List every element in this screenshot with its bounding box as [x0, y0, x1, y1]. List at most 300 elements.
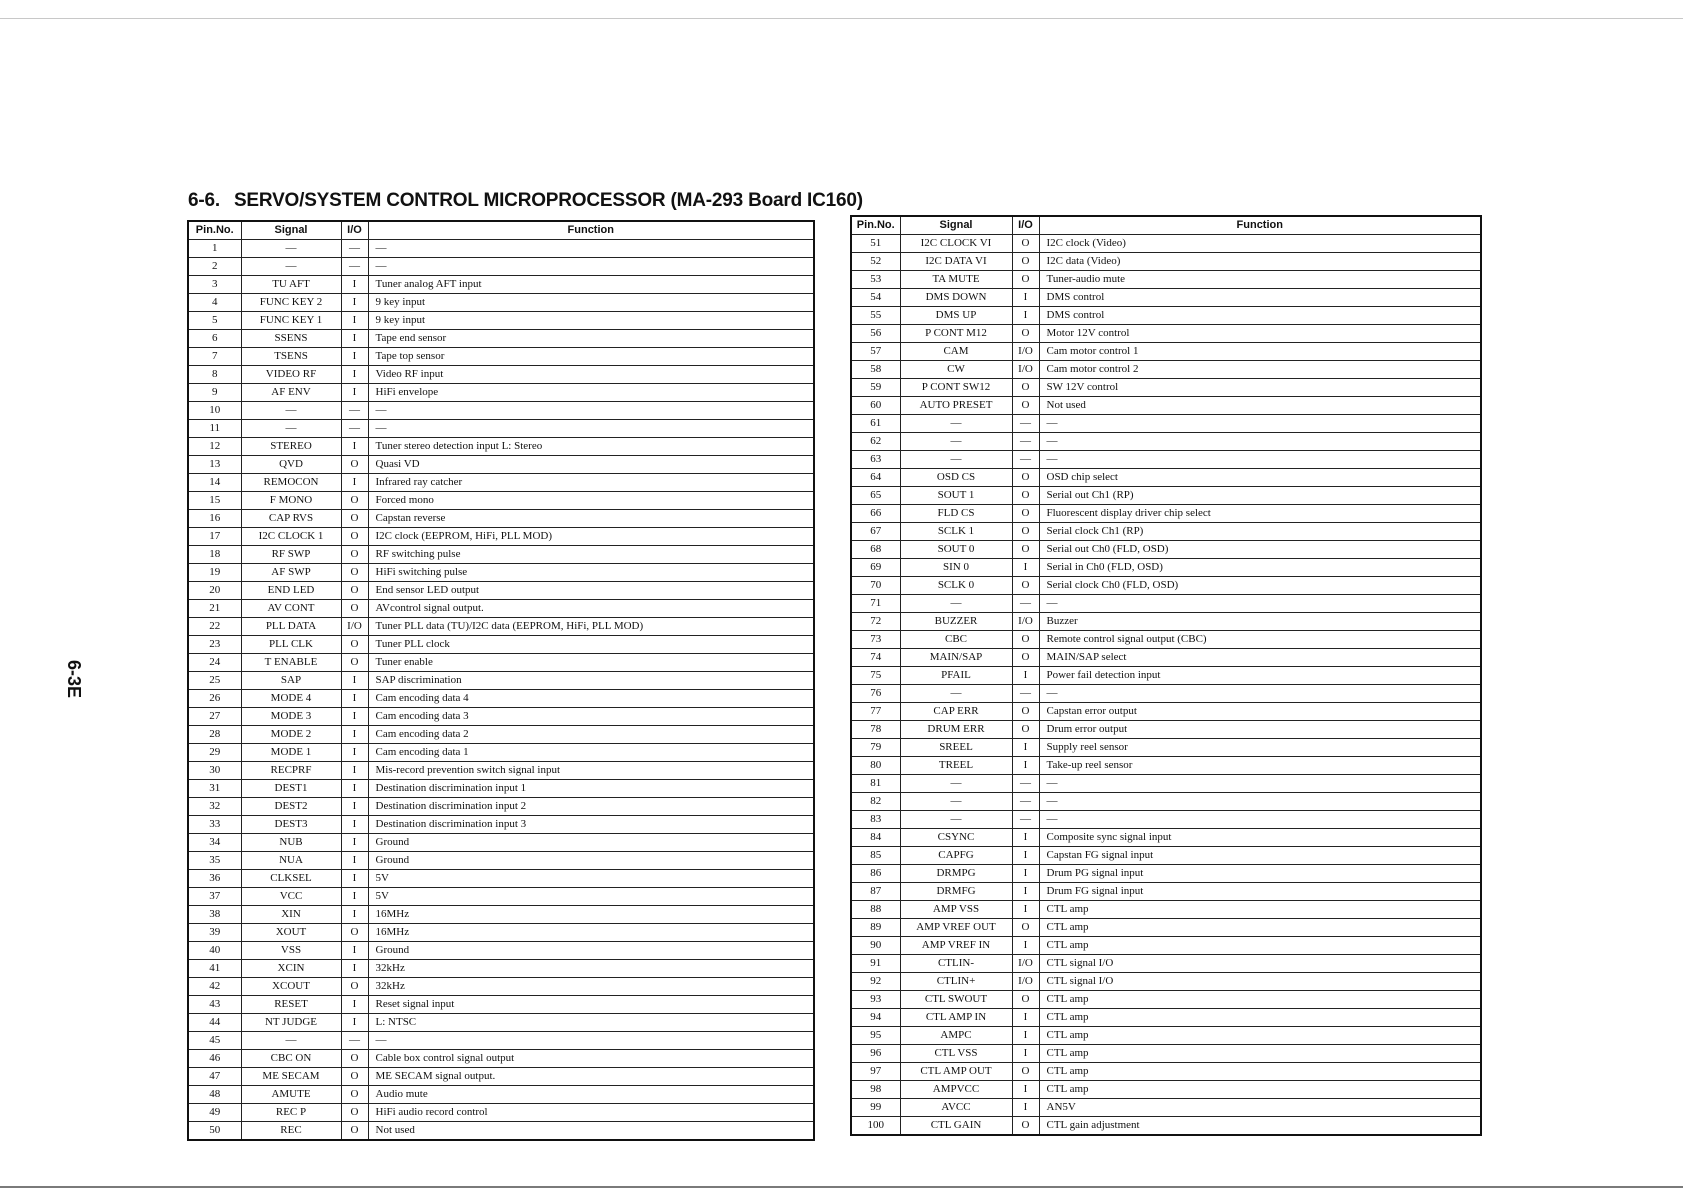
signal-cell: —	[900, 685, 1012, 703]
table-row	[188, 924, 814, 942]
pin-number-cell: 59	[851, 379, 900, 397]
table-row	[851, 415, 1481, 433]
pin-number-cell: 45	[188, 1032, 241, 1050]
table-row	[188, 1050, 814, 1068]
signal-cell: DRMPG	[900, 865, 1012, 883]
pin-number-cell: 100	[851, 1117, 900, 1136]
io-cell: I	[341, 996, 368, 1014]
signal-cell: I2C DATA VI	[900, 253, 1012, 271]
table-row	[188, 330, 814, 348]
signal-cell: VSS	[241, 942, 341, 960]
signal-cell: —	[241, 1032, 341, 1050]
function-cell: Ground	[368, 942, 814, 960]
pin-number-cell: 35	[188, 852, 241, 870]
table-row	[851, 487, 1481, 505]
table-row	[851, 271, 1481, 289]
signal-cell: VIDEO RF	[241, 366, 341, 384]
pin-number-cell: 63	[851, 451, 900, 469]
signal-cell: CTLIN+	[900, 973, 1012, 991]
io-cell: O	[341, 636, 368, 654]
io-cell: O	[1012, 1063, 1039, 1081]
signal-cell: RESET	[241, 996, 341, 1014]
io-cell: O	[341, 564, 368, 582]
function-cell: Buzzer	[1039, 613, 1481, 631]
table-row	[188, 906, 814, 924]
io-cell: O	[341, 1104, 368, 1122]
pin-number-cell: 38	[188, 906, 241, 924]
pin-number-cell: 23	[188, 636, 241, 654]
signal-cell: ME SECAM	[241, 1068, 341, 1086]
signal-cell: CSYNC	[900, 829, 1012, 847]
pin-number-cell: 94	[851, 1009, 900, 1027]
pin-number-cell: 62	[851, 433, 900, 451]
io-cell: O	[341, 924, 368, 942]
table-row	[188, 1032, 814, 1050]
function-cell: Fluorescent display driver chip select	[1039, 505, 1481, 523]
signal-cell: CTL GAIN	[900, 1117, 1012, 1136]
table-row	[851, 1081, 1481, 1099]
table-row	[851, 325, 1481, 343]
pin-number-cell: 12	[188, 438, 241, 456]
pin-table-right-body	[851, 235, 1481, 1136]
pin-number-cell: 16	[188, 510, 241, 528]
table-row	[851, 469, 1481, 487]
function-cell: —	[1039, 433, 1481, 451]
table-row	[851, 685, 1481, 703]
signal-cell: NT JUDGE	[241, 1014, 341, 1032]
table-row	[188, 474, 814, 492]
function-cell: —	[1039, 595, 1481, 613]
function-cell: RF switching pulse	[368, 546, 814, 564]
io-cell: I	[1012, 1009, 1039, 1027]
pin-number-cell: 30	[188, 762, 241, 780]
signal-cell: P CONT M12	[900, 325, 1012, 343]
pin-number-cell: 77	[851, 703, 900, 721]
pin-number-cell: 24	[188, 654, 241, 672]
pin-number-cell: 90	[851, 937, 900, 955]
function-cell: —	[1039, 415, 1481, 433]
pin-number-cell: 8	[188, 366, 241, 384]
table-row	[851, 901, 1481, 919]
function-cell: CTL amp	[1039, 919, 1481, 937]
table-row	[188, 780, 814, 798]
function-cell: SAP discrimination	[368, 672, 814, 690]
pin-number-cell: 4	[188, 294, 241, 312]
table-row	[851, 379, 1481, 397]
io-cell: I	[341, 438, 368, 456]
io-cell: O	[1012, 523, 1039, 541]
table-row	[851, 991, 1481, 1009]
signal-cell: AMP VREF OUT	[900, 919, 1012, 937]
signal-cell: TU AFT	[241, 276, 341, 294]
pin-table-left-body	[188, 240, 814, 1141]
pin-number-cell: 49	[188, 1104, 241, 1122]
io-cell: I	[1012, 829, 1039, 847]
io-cell: I	[1012, 757, 1039, 775]
function-cell: HiFi envelope	[368, 384, 814, 402]
scan-bottom-edge	[0, 1186, 1683, 1188]
table-row	[851, 775, 1481, 793]
pin-number-cell: 40	[188, 942, 241, 960]
table-row	[851, 1027, 1481, 1045]
signal-cell: BUZZER	[900, 613, 1012, 631]
pin-number-cell: 41	[188, 960, 241, 978]
function-cell: Composite sync signal input	[1039, 829, 1481, 847]
function-cell: DMS control	[1039, 307, 1481, 325]
io-cell: —	[1012, 793, 1039, 811]
function-cell: L: NTSC	[368, 1014, 814, 1032]
pin-number-cell: 85	[851, 847, 900, 865]
io-cell: O	[341, 492, 368, 510]
io-cell: I	[1012, 847, 1039, 865]
pin-number-cell: 84	[851, 829, 900, 847]
function-cell: I2C clock (Video)	[1039, 235, 1481, 253]
pin-number-cell: 15	[188, 492, 241, 510]
io-cell: I/O	[1012, 613, 1039, 631]
table-row	[188, 456, 814, 474]
table-row	[188, 708, 814, 726]
function-cell: I2C data (Video)	[1039, 253, 1481, 271]
io-cell: O	[1012, 379, 1039, 397]
signal-cell: —	[900, 433, 1012, 451]
table-row	[851, 1063, 1481, 1081]
io-cell: O	[1012, 919, 1039, 937]
function-cell: Capstan FG signal input	[1039, 847, 1481, 865]
function-cell: CTL amp	[1039, 937, 1481, 955]
table-row	[851, 757, 1481, 775]
section-number: 6-6.	[188, 190, 220, 211]
signal-cell: XOUT	[241, 924, 341, 942]
io-cell: O	[341, 600, 368, 618]
pin-number-cell: 78	[851, 721, 900, 739]
function-cell: CTL signal I/O	[1039, 955, 1481, 973]
table-row	[188, 636, 814, 654]
signal-cell: —	[241, 402, 341, 420]
pin-number-cell: 60	[851, 397, 900, 415]
function-cell: CTL amp	[1039, 1027, 1481, 1045]
table-row	[188, 348, 814, 366]
function-cell: Cable box control signal output	[368, 1050, 814, 1068]
signal-cell: —	[900, 451, 1012, 469]
io-cell: I	[1012, 667, 1039, 685]
signal-cell: SOUT 1	[900, 487, 1012, 505]
signal-cell: MODE 4	[241, 690, 341, 708]
function-cell: —	[1039, 451, 1481, 469]
pin-number-cell: 69	[851, 559, 900, 577]
table-row	[851, 577, 1481, 595]
signal-cell: AMP VREF IN	[900, 937, 1012, 955]
signal-cell: RF SWP	[241, 546, 341, 564]
header-pin-no: Pin.No.	[188, 221, 241, 240]
table-row	[188, 834, 814, 852]
pin-number-cell: 39	[188, 924, 241, 942]
io-cell: O	[1012, 631, 1039, 649]
table-row	[188, 546, 814, 564]
table-row	[188, 654, 814, 672]
io-cell: O	[1012, 541, 1039, 559]
function-cell: Destination discrimination input 2	[368, 798, 814, 816]
io-cell: I	[1012, 901, 1039, 919]
table-header-row	[188, 221, 814, 240]
signal-cell: SCLK 0	[900, 577, 1012, 595]
signal-cell: REC P	[241, 1104, 341, 1122]
signal-cell: REMOCON	[241, 474, 341, 492]
io-cell: I	[341, 834, 368, 852]
table-row	[188, 582, 814, 600]
pin-number-cell: 95	[851, 1027, 900, 1045]
io-cell: I	[341, 744, 368, 762]
signal-cell: AMP VSS	[900, 901, 1012, 919]
function-cell: CTL amp	[1039, 1009, 1481, 1027]
io-cell: I	[1012, 937, 1039, 955]
function-cell: CTL signal I/O	[1039, 973, 1481, 991]
table-row	[851, 937, 1481, 955]
function-cell: End sensor LED output	[368, 582, 814, 600]
pin-number-cell: 42	[188, 978, 241, 996]
table-row	[188, 852, 814, 870]
pin-number-cell: 99	[851, 1099, 900, 1117]
function-cell: —	[1039, 685, 1481, 703]
table-row	[851, 235, 1481, 253]
function-cell: —	[1039, 811, 1481, 829]
io-cell: O	[1012, 505, 1039, 523]
signal-cell: —	[900, 415, 1012, 433]
signal-cell: T ENABLE	[241, 654, 341, 672]
table-row	[188, 276, 814, 294]
table-row	[188, 978, 814, 996]
table-row	[188, 1068, 814, 1086]
function-cell: CTL amp	[1039, 1063, 1481, 1081]
function-cell: Capstan error output	[1039, 703, 1481, 721]
pin-number-cell: 13	[188, 456, 241, 474]
function-cell: Forced mono	[368, 492, 814, 510]
pin-number-cell: 67	[851, 523, 900, 541]
io-cell: I	[341, 384, 368, 402]
signal-cell: AF ENV	[241, 384, 341, 402]
table-row	[851, 721, 1481, 739]
function-cell: CTL amp	[1039, 1045, 1481, 1063]
function-cell: 5V	[368, 870, 814, 888]
table-row	[851, 451, 1481, 469]
io-cell: I	[341, 762, 368, 780]
table-row	[851, 811, 1481, 829]
io-cell: I	[341, 726, 368, 744]
pin-number-cell: 66	[851, 505, 900, 523]
io-cell: O	[341, 1050, 368, 1068]
io-cell: O	[1012, 253, 1039, 271]
io-cell: I	[1012, 865, 1039, 883]
signal-cell: MODE 3	[241, 708, 341, 726]
pin-number-cell: 55	[851, 307, 900, 325]
pin-number-cell: 80	[851, 757, 900, 775]
table-row	[188, 960, 814, 978]
table-row	[188, 1086, 814, 1104]
table-row	[851, 1117, 1481, 1136]
function-cell: DMS control	[1039, 289, 1481, 307]
function-cell: Power fail detection input	[1039, 667, 1481, 685]
pin-number-cell: 37	[188, 888, 241, 906]
function-cell: Cam encoding data 2	[368, 726, 814, 744]
signal-cell: FUNC KEY 2	[241, 294, 341, 312]
table-row	[851, 613, 1481, 631]
scan-top-edge	[0, 18, 1683, 19]
function-cell: 9 key input	[368, 312, 814, 330]
io-cell: I	[1012, 559, 1039, 577]
signal-cell: —	[900, 793, 1012, 811]
io-cell: I	[341, 780, 368, 798]
signal-cell: CBC ON	[241, 1050, 341, 1068]
function-cell: Tuner PLL data (TU)/I2C data (EEPROM, HiFi, PLL MOD)	[368, 618, 814, 636]
function-cell: Destination discrimination input 3	[368, 816, 814, 834]
io-cell: O	[1012, 1117, 1039, 1136]
function-cell: ME SECAM signal output.	[368, 1068, 814, 1086]
function-cell: Take-up reel sensor	[1039, 757, 1481, 775]
io-cell: I	[341, 708, 368, 726]
function-cell: CTL gain adjustment	[1039, 1117, 1481, 1136]
function-cell: —	[368, 1032, 814, 1050]
signal-cell: —	[900, 775, 1012, 793]
signal-cell: CBC	[900, 631, 1012, 649]
pin-number-cell: 91	[851, 955, 900, 973]
table-row	[851, 541, 1481, 559]
signal-cell: —	[900, 595, 1012, 613]
io-cell: I	[341, 960, 368, 978]
signal-cell: SSENS	[241, 330, 341, 348]
function-cell: Serial in Ch0 (FLD, OSD)	[1039, 559, 1481, 577]
signal-cell: QVD	[241, 456, 341, 474]
signal-cell: MAIN/SAP	[900, 649, 1012, 667]
signal-cell: PLL CLK	[241, 636, 341, 654]
pin-number-cell: 65	[851, 487, 900, 505]
table-row	[851, 703, 1481, 721]
io-cell: I	[1012, 1027, 1039, 1045]
io-cell: O	[341, 978, 368, 996]
io-cell: I	[341, 870, 368, 888]
signal-cell: SIN 0	[900, 559, 1012, 577]
pin-number-cell: 27	[188, 708, 241, 726]
function-cell: Motor 12V control	[1039, 325, 1481, 343]
signal-cell: END LED	[241, 582, 341, 600]
io-cell: O	[1012, 577, 1039, 595]
table-row	[188, 618, 814, 636]
io-cell: O	[1012, 721, 1039, 739]
function-cell: Tuner analog AFT input	[368, 276, 814, 294]
pin-number-cell: 93	[851, 991, 900, 1009]
io-cell: I	[341, 1014, 368, 1032]
table-row	[188, 312, 814, 330]
pin-number-cell: 32	[188, 798, 241, 816]
function-cell: HiFi switching pulse	[368, 564, 814, 582]
function-cell: Infrared ray catcher	[368, 474, 814, 492]
function-cell: 32kHz	[368, 978, 814, 996]
function-cell: Tape end sensor	[368, 330, 814, 348]
io-cell: O	[1012, 397, 1039, 415]
pin-number-cell: 53	[851, 271, 900, 289]
pin-number-cell: 5	[188, 312, 241, 330]
table-row	[851, 955, 1481, 973]
header-function: Function	[368, 221, 814, 240]
function-cell: —	[368, 420, 814, 438]
table-row	[188, 438, 814, 456]
io-cell: I/O	[1012, 343, 1039, 361]
io-cell: O	[341, 1122, 368, 1141]
table-header-row	[851, 216, 1481, 235]
table-row	[851, 361, 1481, 379]
pin-number-cell: 96	[851, 1045, 900, 1063]
pin-number-cell: 98	[851, 1081, 900, 1099]
pin-number-cell: 68	[851, 541, 900, 559]
table-row	[188, 690, 814, 708]
signal-cell: CTLIN-	[900, 955, 1012, 973]
io-cell: O	[1012, 991, 1039, 1009]
table-row	[188, 1122, 814, 1141]
pin-number-cell: 19	[188, 564, 241, 582]
section-title: SERVO/SYSTEM CONTROL MICROPROCESSOR (MA-293 Board IC160)	[233, 190, 863, 211]
signal-cell: —	[241, 240, 341, 258]
function-cell: Remote control signal output (CBC)	[1039, 631, 1481, 649]
table-row	[851, 1099, 1481, 1117]
function-cell: Capstan reverse	[368, 510, 814, 528]
signal-cell: SREEL	[900, 739, 1012, 757]
pin-number-cell: 57	[851, 343, 900, 361]
io-cell: I/O	[1012, 955, 1039, 973]
table-row	[188, 492, 814, 510]
signal-cell: PFAIL	[900, 667, 1012, 685]
table-row	[188, 816, 814, 834]
io-cell: —	[341, 420, 368, 438]
signal-cell: PLL DATA	[241, 618, 341, 636]
io-cell: I	[341, 330, 368, 348]
function-cell: Video RF input	[368, 366, 814, 384]
header-signal: Signal	[900, 216, 1012, 235]
function-cell: Cam encoding data 4	[368, 690, 814, 708]
io-cell: O	[1012, 469, 1039, 487]
io-cell: I	[1012, 739, 1039, 757]
table-row	[851, 667, 1481, 685]
pin-table-left	[187, 220, 815, 1141]
io-cell: O	[1012, 649, 1039, 667]
signal-cell: MODE 1	[241, 744, 341, 762]
function-cell: Tuner PLL clock	[368, 636, 814, 654]
io-cell: O	[341, 1068, 368, 1086]
pin-number-cell: 26	[188, 690, 241, 708]
signal-cell: SAP	[241, 672, 341, 690]
pin-number-cell: 58	[851, 361, 900, 379]
signal-cell: CLKSEL	[241, 870, 341, 888]
signal-cell: DEST3	[241, 816, 341, 834]
signal-cell: CTL SWOUT	[900, 991, 1012, 1009]
signal-cell: AVCC	[900, 1099, 1012, 1117]
table-row	[188, 888, 814, 906]
pin-number-cell: 10	[188, 402, 241, 420]
function-cell: Serial clock Ch1 (RP)	[1039, 523, 1481, 541]
function-cell: Audio mute	[368, 1086, 814, 1104]
table-row	[188, 366, 814, 384]
function-cell: Tuner stereo detection input L: Stereo	[368, 438, 814, 456]
signal-cell: CW	[900, 361, 1012, 379]
signal-cell: SOUT 0	[900, 541, 1012, 559]
signal-cell: DRUM ERR	[900, 721, 1012, 739]
pin-number-cell: 47	[188, 1068, 241, 1086]
io-cell: I	[341, 672, 368, 690]
table-row	[188, 600, 814, 618]
pin-table-right	[850, 215, 1482, 1136]
io-cell: I	[341, 798, 368, 816]
pin-number-cell: 29	[188, 744, 241, 762]
header-signal: Signal	[241, 221, 341, 240]
signal-cell: P CONT SW12	[900, 379, 1012, 397]
io-cell: —	[341, 240, 368, 258]
